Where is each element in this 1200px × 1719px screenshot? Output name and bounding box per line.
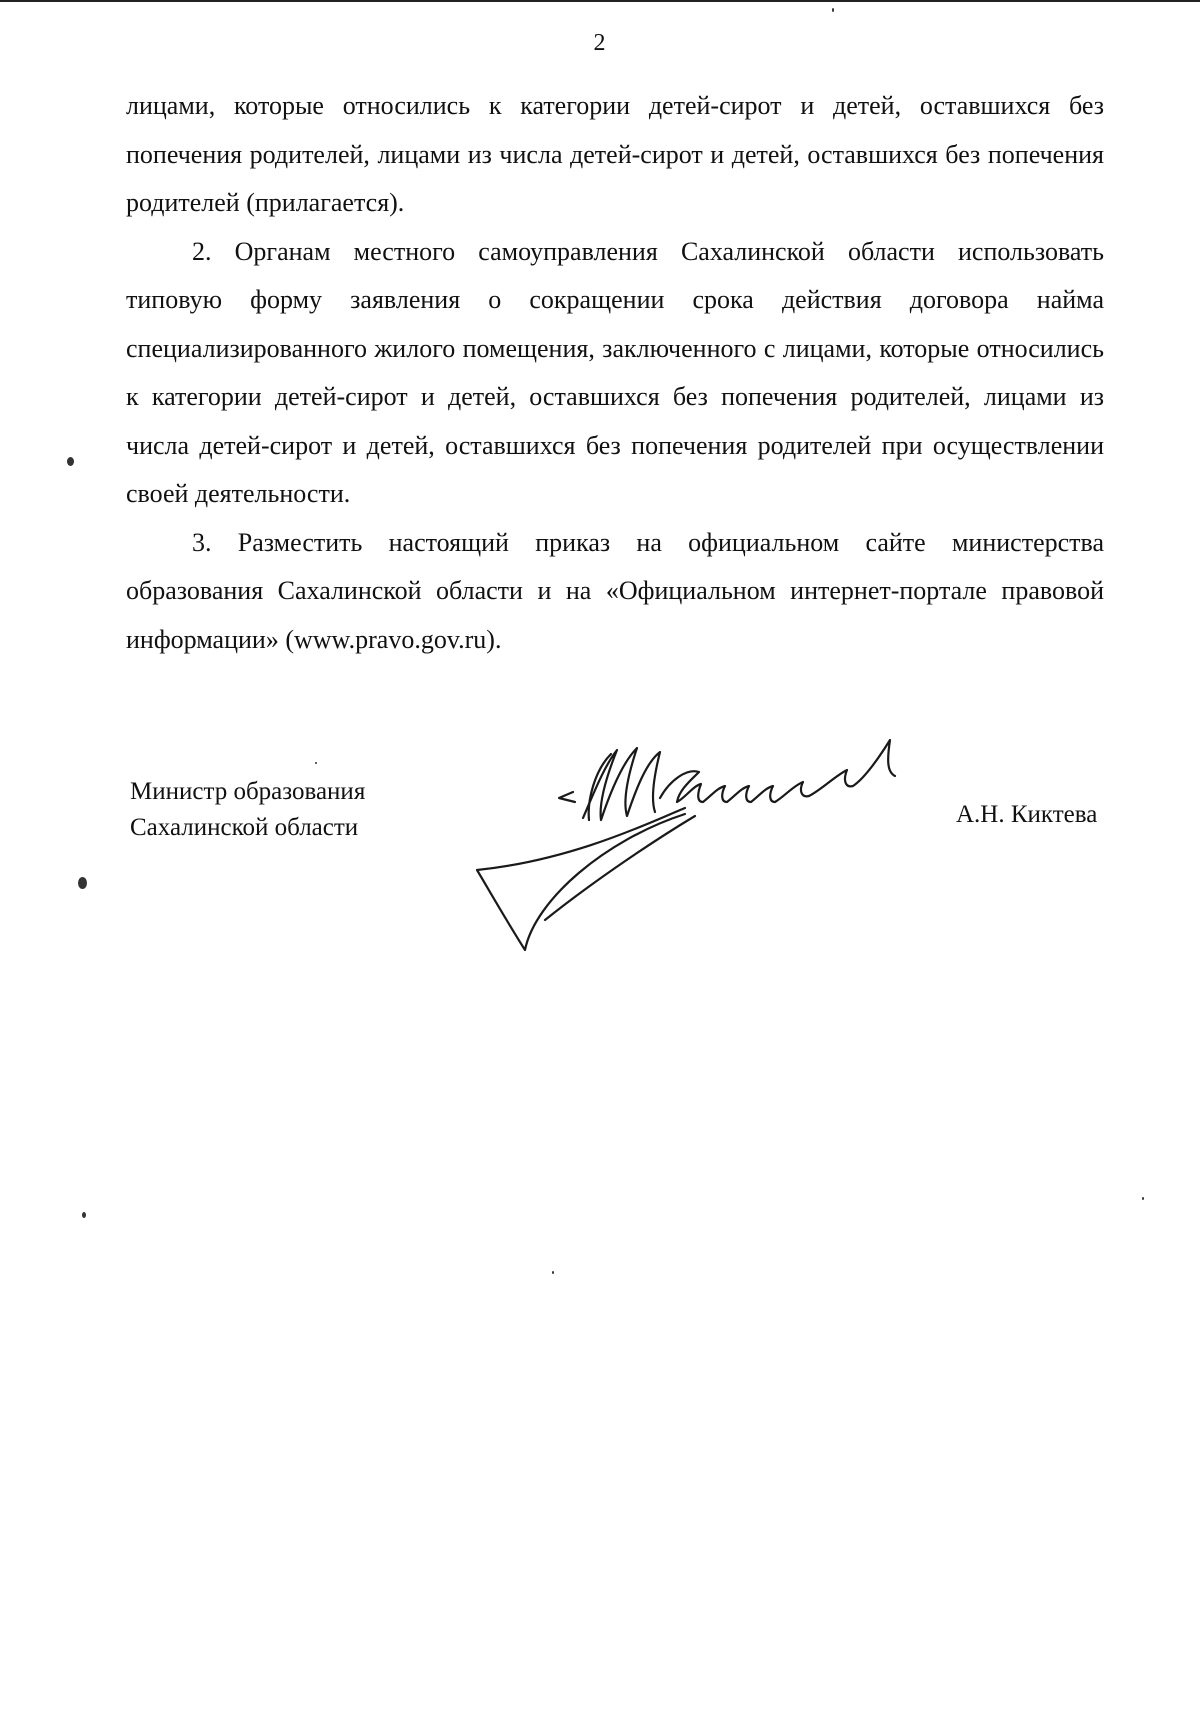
scan-speck <box>552 1271 554 1274</box>
signatory-position <box>130 774 365 846</box>
paragraph-item-3: 3. Разместить настоящий приказ на официальном сайте министерства образования Сахалинской области и на «Официальном интернет-портале правовой информации» (www.pravo.gov.ru). <box>126 527 1104 654</box>
scan-speck <box>1142 1197 1144 1200</box>
scan-speck <box>832 8 834 12</box>
signer-name: А.Н. Киктева <box>956 801 1098 828</box>
position-line-1: Министр образования <box>130 778 366 805</box>
paragraph-item-2: 2. Органам местного самоуправления Сахалинской области использовать типовую форму заявления о сокращении срока действия договора найма специализированного жилого помещения, заключенного с лицами, которые относились к категории детей-сирот и детей, оставшихся без попечения родителей, лицами из числа детей-сирот и детей, оставшихся без попечения родителей при осуществлении своей деятельности. <box>126 236 1104 508</box>
handwritten-signature <box>455 720 945 960</box>
position-line-2: Сахалинской области <box>130 814 359 841</box>
scan-speck <box>67 457 74 466</box>
paragraph-continuation: лицами, которые относились к категории детей-сирот и детей, оставшихся без попечения родителей, лицами из числа детей-сирот и детей, оставшихся без попечения родителей (прилагается). <box>126 91 1104 217</box>
page-number: 2 <box>593 30 607 56</box>
scan-top-edge <box>0 0 1200 2</box>
scan-speck <box>78 877 87 889</box>
document-body <box>126 82 1104 664</box>
scan-speck <box>315 762 317 764</box>
scan-speck <box>82 1212 86 1218</box>
